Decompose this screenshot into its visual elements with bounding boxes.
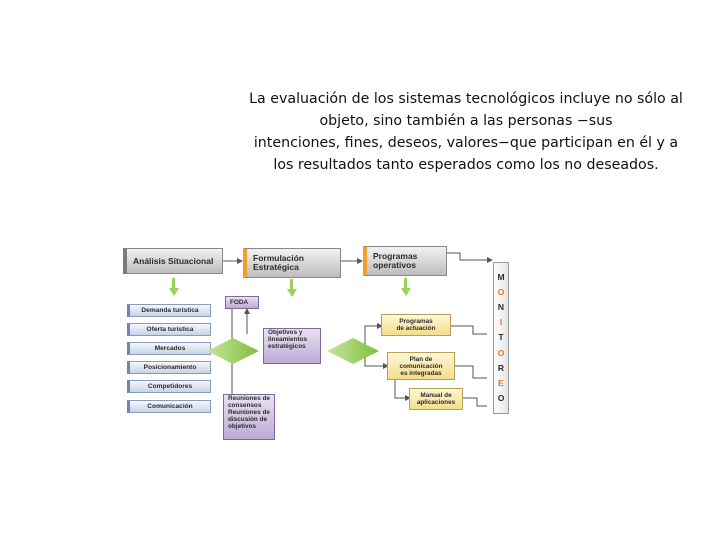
programas-actuacion-label-1: Programas — [399, 318, 433, 325]
header-analisis-situacional — [123, 248, 223, 274]
objetivos-label-2: lineamientos — [268, 336, 308, 343]
plan-label-2: comunicación — [399, 362, 443, 370]
caption-line-2: objeto, sino también a las personas −sus — [319, 113, 613, 129]
monitoreo-letter: E — [498, 377, 504, 388]
manual-label-2: aplicaciones — [416, 399, 456, 406]
monitoreo-letter: O — [497, 286, 505, 297]
list-item-label: Competidores — [147, 383, 193, 390]
list-item-label: Comunicación — [147, 403, 193, 410]
programas-actuacion-box — [381, 314, 451, 336]
header-formulacion-estrategica — [243, 248, 341, 278]
list-item-label: Oferta turística — [146, 326, 194, 333]
reuniones-label-1: Reuniones de — [228, 395, 270, 402]
arrow-down-2 — [287, 289, 297, 297]
list-item-demanda — [127, 304, 211, 317]
monitoreo-letter: T — [498, 332, 504, 343]
reuniones-label-5: objetivos — [228, 423, 257, 430]
objetivos-label-3: estratégicos — [268, 343, 306, 350]
monitoreo-letter: M — [497, 271, 505, 282]
list-item-mercados — [127, 342, 211, 355]
foda-box — [225, 296, 259, 309]
list-item-label: Demanda turística — [141, 307, 199, 314]
arrow-down-stem-3 — [404, 278, 407, 288]
caption-line-3: intenciones, fines, deseos, valores−que participan en él y a — [253, 135, 679, 151]
monitoreo-letter: O — [497, 347, 505, 358]
reuniones-label-2: consensos — [228, 402, 262, 409]
plan-label-1: Plan de — [409, 355, 433, 363]
monitoreo-letter: N — [497, 302, 505, 313]
caption-line-1: La evaluación de los sistemas tecnológicos incluye no sólo al — [249, 91, 683, 107]
list-item-oferta — [127, 323, 211, 336]
arrow-down-stem-2 — [290, 279, 293, 289]
programas-actuacion-label-2: de actuación — [396, 325, 436, 332]
plan-comunicacion-box — [387, 352, 455, 380]
manual-label-1: Manual de — [420, 392, 452, 399]
reuniones-box — [223, 394, 275, 440]
arrow-down-1 — [169, 288, 179, 296]
caption-line-4: los resultados tanto esperados como los no deseados. — [273, 157, 659, 173]
objetivos-box — [263, 328, 321, 364]
header-formulacion-label-1: Formulación — [253, 253, 305, 263]
header-programas-label-1: Programas — [373, 251, 418, 261]
monitoreo-letter: R — [497, 362, 505, 373]
header-analisis-label: Análisis Situacional — [133, 255, 214, 266]
caption-text — [230, 88, 702, 176]
header-formulacion-label-2: Estratégica — [253, 262, 299, 272]
header-programas-operativos — [363, 246, 447, 276]
planning-diagram — [115, 238, 525, 453]
reuniones-label-3: Reuniones de — [228, 409, 270, 416]
monitoreo-column — [493, 262, 509, 414]
monitoreo-letter: O — [497, 393, 505, 404]
list-item-label: Mercados — [154, 345, 186, 352]
arrow-down-3 — [401, 288, 411, 296]
list-item-label: Posicionamiento — [143, 364, 197, 371]
list-item-comunicacion — [127, 400, 211, 413]
reuniones-label-4: discusión de — [228, 416, 268, 423]
header-programas-label-2: operativos — [373, 260, 416, 270]
list-item-competidores — [127, 380, 211, 393]
plan-label-3: es integradas — [400, 369, 442, 377]
monitoreo-letter: I — [499, 317, 503, 328]
arrow-down-stem-1 — [172, 278, 175, 288]
objetivos-label-1: Objetivos y — [268, 329, 303, 336]
manual-aplicaciones-box — [409, 388, 463, 410]
list-item-posicionamiento — [127, 361, 211, 374]
foda-label: FODA — [230, 299, 249, 306]
